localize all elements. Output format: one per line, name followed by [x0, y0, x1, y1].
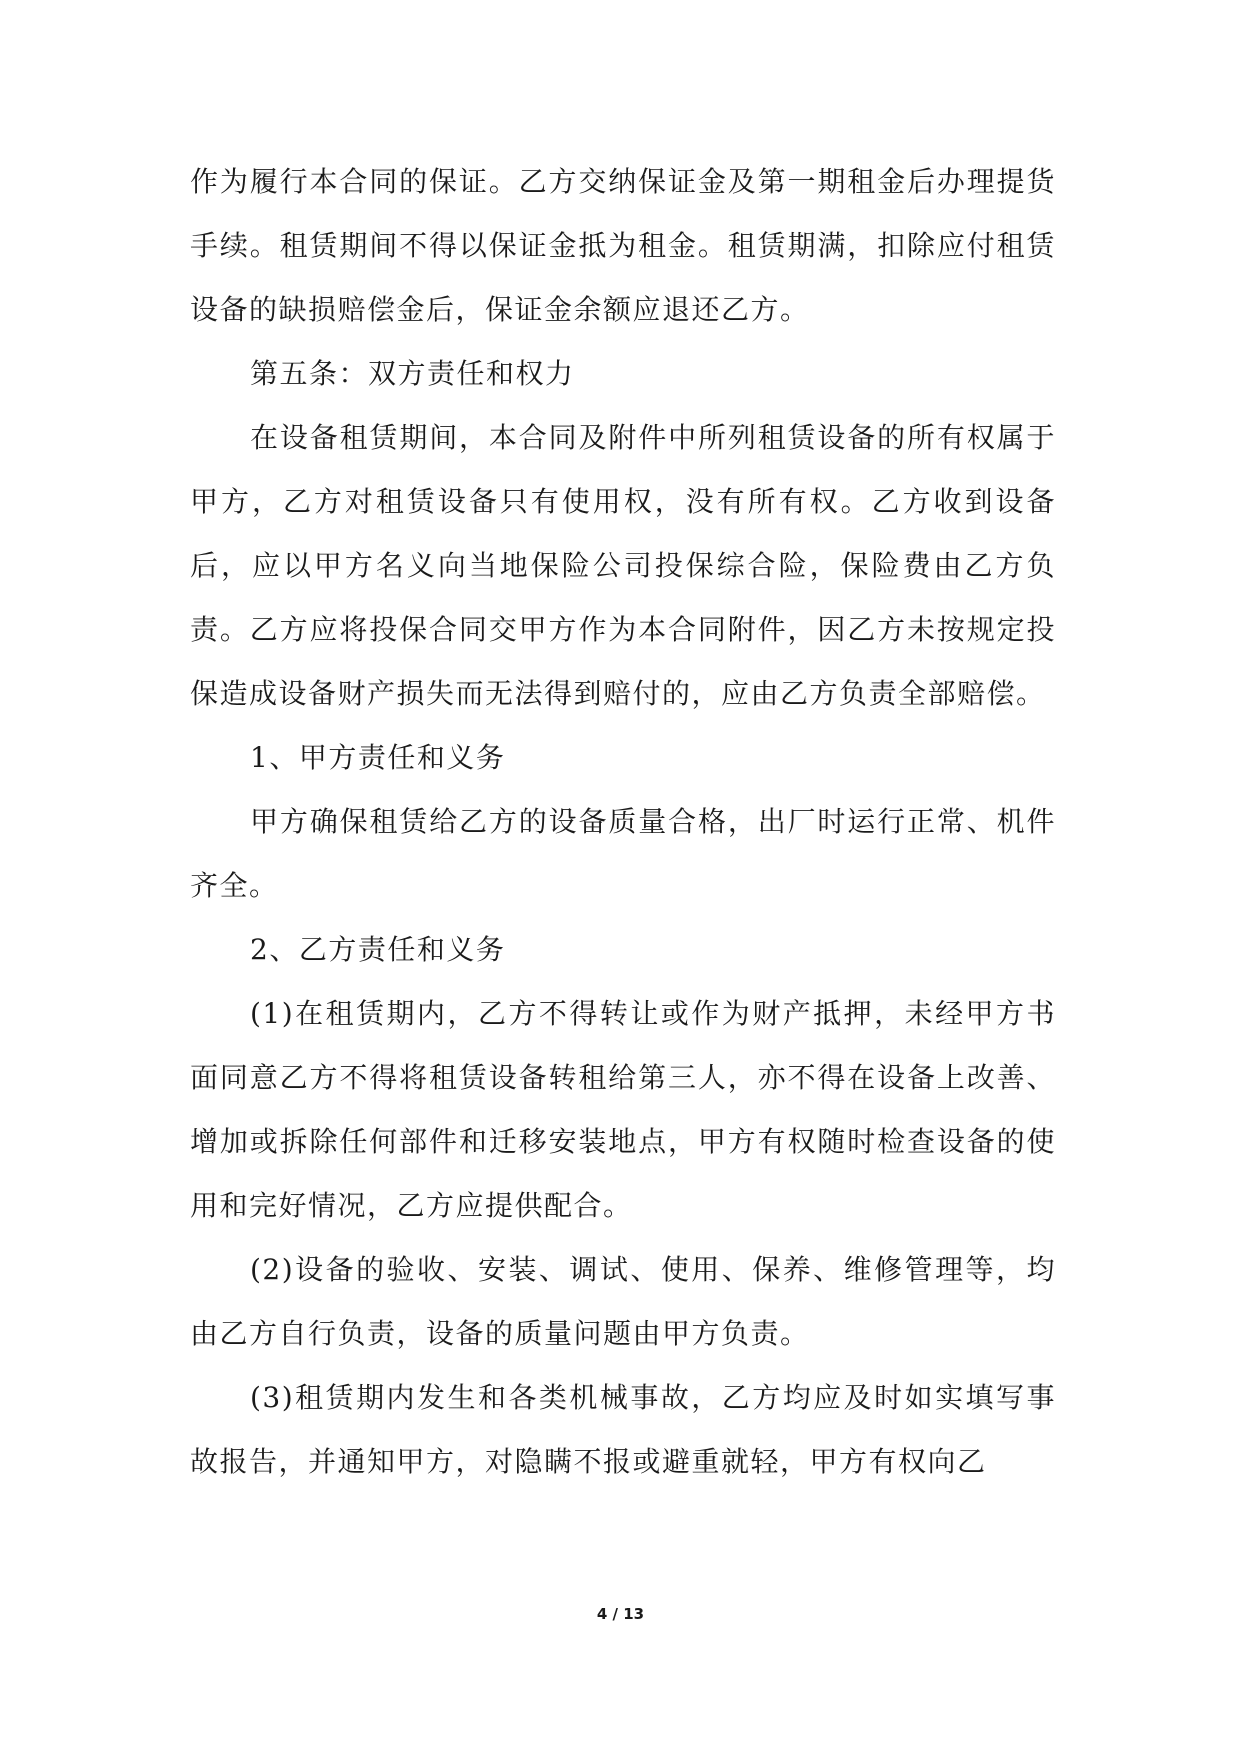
heading-party-a-duties: 1、甲方责任和义务 [250, 741, 506, 774]
paragraph-party-a-quality: 甲方确保租赁给乙方的设备质量合格，出厂时运行正常、机件齐全。 [190, 805, 1056, 902]
page-number: 4 / 13 [596, 1605, 645, 1623]
paragraph-ownership-insurance: 在设备租赁期间，本合同及附件中所列租赁设备的所有权属于甲方，乙方对租赁设备只有使用权，没有所有权。乙方收到设备后，应以甲方名义向当地保险公司投保综合险，保险费由乙方负责。乙方应将投保合同交甲方作为本合同附件，因乙方未按规定投保造成设备财产损失而无法得到赔付的，应由乙方负责全部赔偿。 [190, 421, 1056, 710]
paragraph-party-b-item-1: (1)在租赁期内，乙方不得转让或作为财产抵押，未经甲方书面同意乙方不得将租赁设备转租给第三人，亦不得在设备上改善、增加或拆除任何部件和迁移安装地点，甲方有权随时检查设备的使用和完好情况，乙方应提供配合。 [190, 997, 1056, 1222]
paragraph-deposit-continuation: 作为履行本合同的保证。乙方交纳保证金及第一期租金后办理提货手续。租赁期间不得以保证金抵为租金。租赁期满，扣除应付租赁设备的缺损赔偿金后，保证金余额应退还乙方。 [190, 165, 1056, 326]
heading-party-b-duties: 2、乙方责任和义务 [250, 933, 506, 966]
paragraph-party-b-item-3: (3)租赁期内发生和各类机械事故，乙方均应及时如实填写事故报告，并通知甲方，对隐瞒不报或避重就轻，甲方有权向乙 [190, 1381, 1056, 1478]
heading-article-five: 第五条：双方责任和权力 [250, 357, 575, 390]
document-body [190, 150, 1056, 1494]
paragraph-party-b-item-2: (2)设备的验收、安装、调试、使用、保养、维修管理等，均由乙方自行负责，设备的质量问题由甲方负责。 [190, 1253, 1056, 1350]
